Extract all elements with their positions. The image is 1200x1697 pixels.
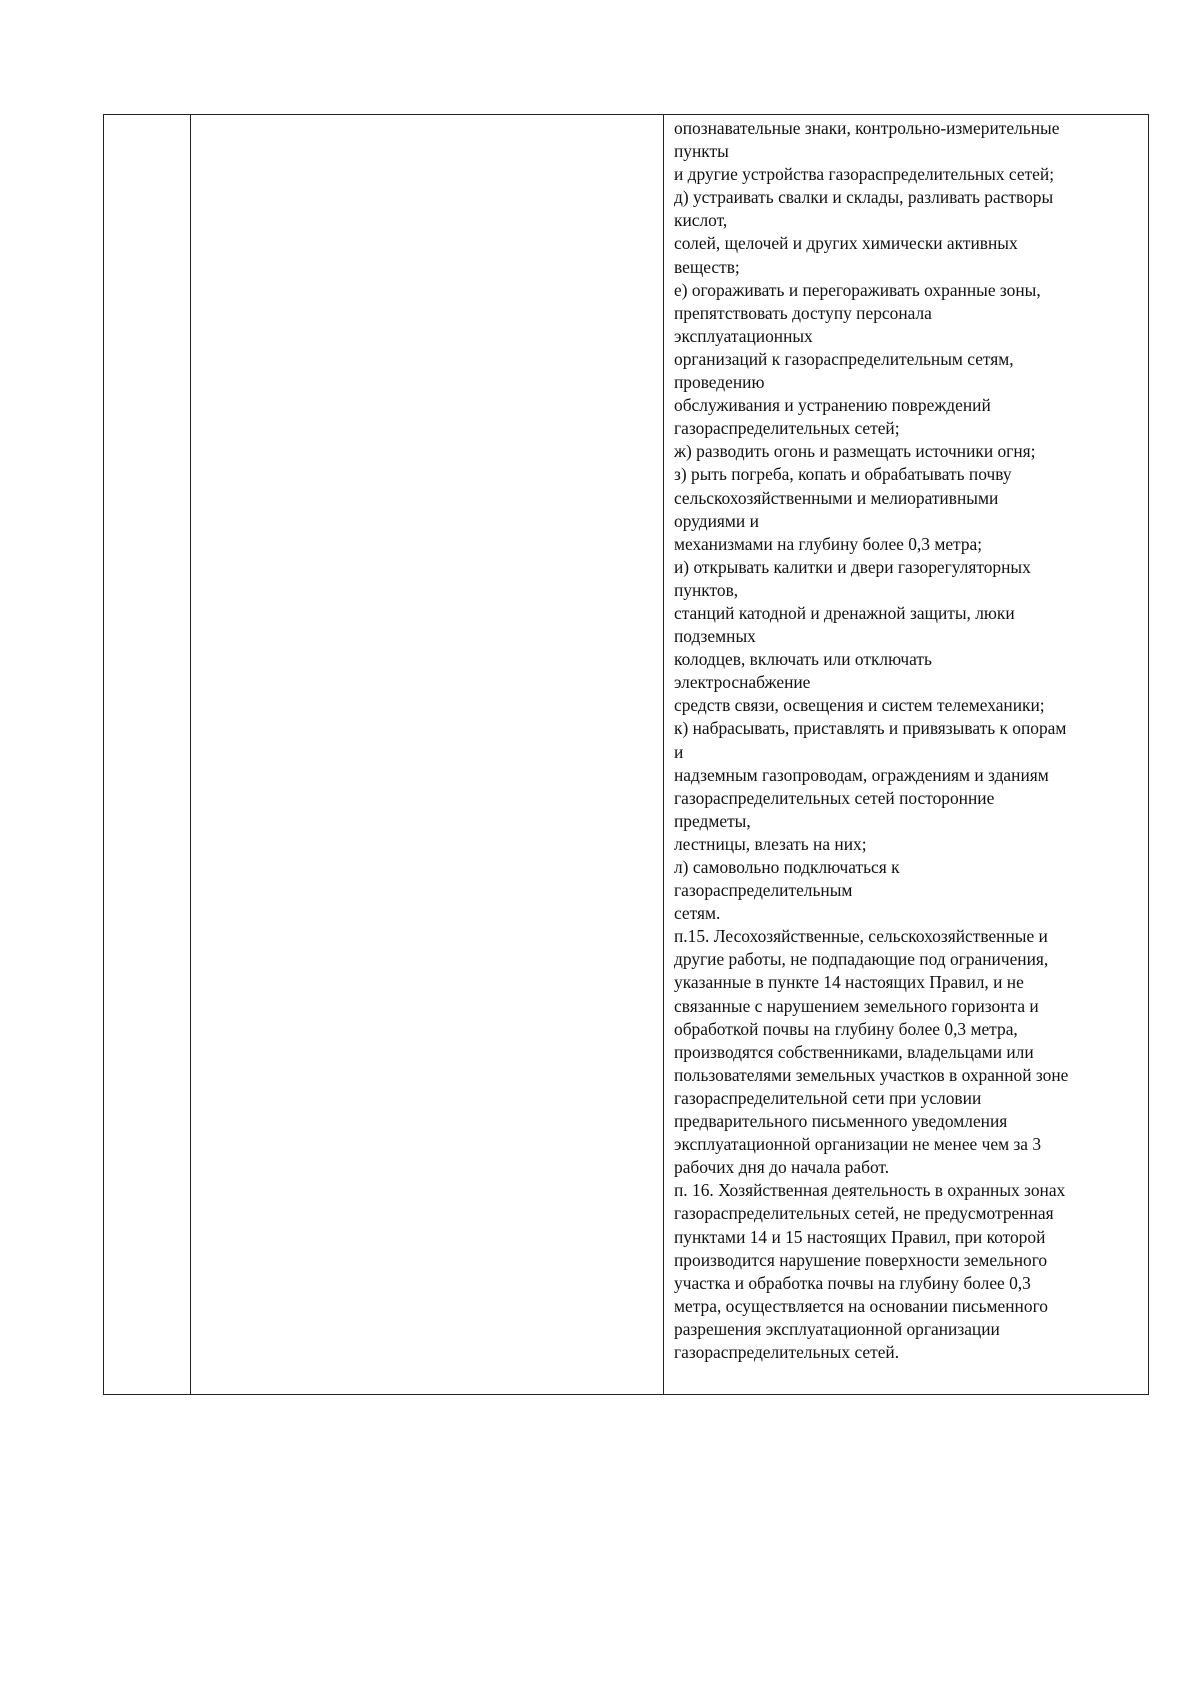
text-line: пользователями земельных участков в охранной зоне bbox=[674, 1064, 1069, 1085]
text-line: эксплуатационной организации не менее чем за 3 bbox=[674, 1134, 1042, 1155]
text-line: пункты bbox=[674, 141, 729, 162]
text-line: участка и обработка почвы на глубину более 0,3 bbox=[674, 1272, 1031, 1293]
document-table bbox=[103, 114, 1149, 1395]
table-cell-name bbox=[191, 115, 664, 1395]
text-line: разрешения эксплуатационной организации bbox=[674, 1318, 1000, 1339]
text-line: организаций к газораспределительным сетям, bbox=[674, 348, 1014, 369]
text-line: газораспределительных сетей, не предусмотренная bbox=[674, 1203, 1054, 1224]
table-cell-number bbox=[104, 115, 191, 1395]
text-line: лестницы, влезать на них; bbox=[674, 833, 867, 854]
text-line: веществ; bbox=[674, 256, 740, 277]
text-line: п. 16. Хозяйственная деятельность в охранных зонах bbox=[674, 1180, 1066, 1201]
text-line: подземных bbox=[674, 626, 756, 647]
table-cell-text bbox=[664, 115, 1149, 1395]
text-line: сельскохозяйственными и мелиоративными bbox=[674, 487, 999, 508]
text-line: другие работы, не подпадающие под ограничения, bbox=[674, 949, 1049, 970]
text-line: и) открывать калитки и двери газорегуляторных bbox=[674, 556, 1031, 577]
text-line: д) устраивать свалки и склады, разливать растворы bbox=[674, 187, 1054, 208]
text-line: ж) разводить огонь и размещать источники огня; bbox=[674, 441, 1036, 462]
text-line: производится нарушение поверхности земельного bbox=[674, 1249, 1048, 1270]
text-line: е) огораживать и перегораживать охранные зоны, bbox=[674, 279, 1041, 300]
text-line: предметы, bbox=[674, 810, 751, 831]
text-line: надземным газопроводам, ограждениям и зданиям bbox=[674, 764, 1049, 785]
text-line: л) самовольно подключаться к bbox=[674, 857, 900, 877]
text-line: орудиями и bbox=[674, 510, 759, 531]
text-line: проведению bbox=[674, 372, 765, 393]
text-line: связанные с нарушением земельного горизонта и bbox=[674, 995, 1039, 1016]
text-line: кислот, bbox=[674, 210, 728, 231]
text-line: опознавательные знаки, контрольно-измерительные bbox=[674, 118, 1060, 138]
table-row bbox=[104, 115, 1149, 1395]
text-line: газораспределительных сетей. bbox=[674, 1341, 900, 1362]
text-line: механизмами на глубину более 0,3 метра; bbox=[674, 533, 983, 554]
text-line: газораспределительных сетей посторонние bbox=[674, 787, 995, 808]
text-line: пунктами 14 и 15 настоящих Правил, при которой bbox=[674, 1226, 1046, 1247]
text-line: и другие устройства газораспределительных сетей; bbox=[674, 164, 1055, 185]
text-line: п.15. Лесохозяйственные, сельскохозяйственные и bbox=[674, 926, 1048, 947]
text-line: солей, щелочей и других химически активных bbox=[674, 233, 1018, 254]
text-line: препятствовать доступу персонала bbox=[674, 302, 932, 323]
text-line: з) рыть погреба, копать и обрабатывать почву bbox=[674, 464, 1012, 485]
text-line: обслуживания и устранению повреждений bbox=[674, 395, 991, 416]
text-line: эксплуатационных bbox=[674, 325, 813, 346]
regulation-text bbox=[674, 117, 1140, 1364]
text-line: станций катодной и дренажной защиты, люки bbox=[674, 602, 1015, 623]
text-line: метра, осуществляется на основании письменного bbox=[674, 1295, 1048, 1316]
text-line: пунктов, bbox=[674, 579, 739, 600]
text-line: обработкой почвы на глубину более 0,3 метра, bbox=[674, 1018, 1018, 1039]
text-line: газораспределительной сети при условии bbox=[674, 1087, 982, 1108]
text-line: газораспределительным bbox=[674, 880, 853, 901]
text-line: предварительного письменного уведомления bbox=[674, 1111, 1008, 1132]
text-line: указанные в пункте 14 настоящих Правил, и не bbox=[674, 972, 1024, 993]
text-line: рабочих дня до начала работ. bbox=[674, 1157, 890, 1178]
text-line: колодцев, включать или отключать bbox=[674, 649, 932, 670]
text-line: и bbox=[674, 741, 684, 762]
text-line: к) набрасывать, приставлять и привязывать к опорам bbox=[674, 718, 1067, 739]
text-line: средств связи, освещения и систем телемеханики; bbox=[674, 695, 1045, 716]
text-line: сетям. bbox=[674, 903, 721, 924]
text-line: газораспределительных сетей; bbox=[674, 418, 900, 439]
text-line: производятся собственниками, владельцами или bbox=[674, 1041, 1034, 1062]
text-line: электроснабжение bbox=[674, 672, 811, 693]
